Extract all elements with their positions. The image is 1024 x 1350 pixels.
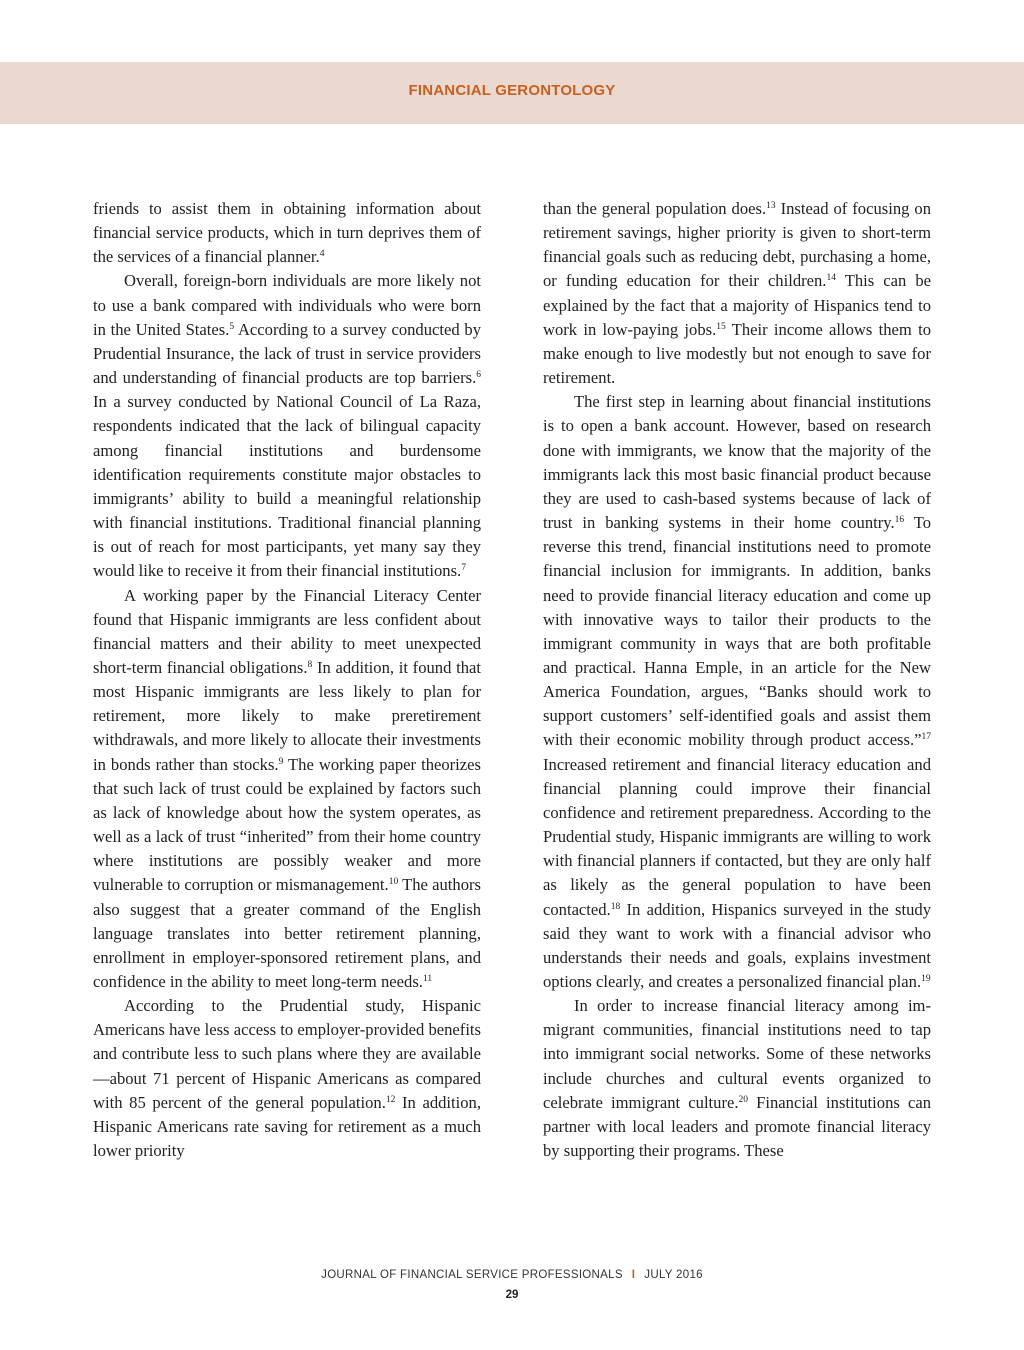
paragraph	[93, 994, 481, 1163]
footnote-ref: 4	[319, 249, 325, 260]
footnote-ref: 12	[385, 1094, 396, 1105]
footnote-ref: 19	[921, 974, 931, 984]
paragraph-text: The working paper theorizes that such lack of trust could be explained by factors such as lack of knowledge about how the system operates, as well as a lack of trust “inherited” from their home country where institutions are possibly weaker and more vulnerable to corruption or mismanagement.	[93, 754, 481, 895]
paragraph-text: The first step in learning about financial institutions is to open a bank account. However, based on research done with immigrants, we know that the majority of the immigrants lack this most basic financial product because they are used to cash-based systems because of lack of trust in banking systems in their home country.	[543, 392, 931, 533]
paragraph	[93, 584, 481, 995]
paragraph-text: According to a survey conducted by Prudential Insurance, the lack of trust in service providers and understanding of financial products are top barriers.	[93, 319, 482, 388]
footnote-ref: 9	[278, 756, 284, 767]
paragraph	[543, 390, 931, 994]
footnote-ref: 14	[826, 273, 836, 284]
journal-name: JOURNAL OF FINANCIAL SERVICE PROFESSIONALS	[321, 1269, 623, 1281]
page-number: 29	[505, 1289, 519, 1301]
footnote-ref: 13	[766, 201, 776, 211]
footnote-ref: 18	[610, 901, 621, 912]
paragraph-text: Financial institutions can partner with local leaders and promote financial literacy by supporting their programs. These	[543, 1092, 931, 1161]
paragraph-text: The authors also suggest that a greater command of the English language translates into better retirement planning, enrollment in employer-sponsored retirement plans, and confidence in the ability to meet long-term needs.	[93, 875, 481, 991]
right-column	[543, 197, 931, 1163]
running-header	[0, 62, 1024, 124]
footnote-ref: 6	[476, 370, 481, 381]
paragraph-text: This can be explained by the fact that a majority of Hispanics tend to work in low-paying jobs.	[543, 271, 931, 339]
footnote-ref: 15	[716, 321, 726, 332]
footnote-ref: 17	[921, 732, 931, 743]
footnote-ref: 5	[229, 321, 235, 332]
paragraph-text: In addition, Hispanic Americans rate saving for retirement as a much lower priority	[93, 1092, 482, 1161]
paragraph	[93, 269, 481, 583]
paragraph-text: According to the Prudential study, Hispanic Americans have less access to employer-provided benefits and contribute less to such plans where they are available—about 71 percent of Hispanic Americans as compared with 85 percent of the general population.	[93, 996, 481, 1112]
paragraph	[543, 197, 931, 390]
paragraph-text: friends to assist them in obtaining information about financial service products, which in turn deprives them of the services of a financial planner.	[93, 199, 481, 267]
footnote-ref: 7	[461, 563, 466, 574]
paragraph-text: In addition, Hispanics surveyed in the study said they want to work with a financial advisor who understands their needs and goals, explains investment options clearly, and creates a personalized financial plan.	[543, 899, 931, 991]
running-footer	[0, 1269, 1024, 1281]
issue-date: JULY 2016	[644, 1269, 703, 1281]
footnote-ref: 8	[307, 659, 313, 670]
footnote-ref: 20	[738, 1094, 749, 1105]
paragraph-text: In addition, it found that most Hispanic immigrants are less likely to plan for retirement, more likely to make preretirement withdrawals, and more likely to allocate their investments in bonds rather than stocks.	[93, 657, 481, 774]
paragraph-text: In order to increase financial literacy among immigrant communities, financial institutions need to tap into immigrant social networks. Some of these networks include churches and cultural events organized to celebrate immigrant culture.	[543, 996, 931, 1112]
section-title: FINANCIAL GERONTOLOGY	[408, 81, 616, 99]
footnote-ref: 11	[422, 974, 433, 984]
paragraph-text: Overall, foreign-born individuals are more likely not to use a bank compared with individuals who were born in the United States.	[93, 271, 481, 339]
paragraph-text: To reverse this trend, financial institutions need to promote financial inclusion for immigrants. In addition, banks need to provide financial literacy education and come up with innovative ways to tailor their products to the immigrant community in ways that are both profitable and practical. Hanna Emple, in an article for the New America Foundation, argues, “Banks should work to support customers’ self-identified goals and assist them with their economic mobility through product access.”	[543, 513, 931, 750]
paragraph	[93, 197, 481, 269]
paragraph	[543, 994, 931, 1163]
paragraph-text: In a survey conducted by National Council of La Raza, respondents indicated that the lack of bilingual capacity among financial institutions and burdensome identification requirements constitute major obstacles to immigrants’ ability to build a meaningful relationship with financial institutions. Traditional financial planning is out of reach for most participants, yet many say they would like to receive it from their financial institutions.	[93, 392, 481, 581]
paragraph-text: than the general population does.	[543, 199, 767, 218]
footnote-ref: 10	[388, 877, 399, 888]
paragraph-text: Their income allows them to make enough to live modestly but not enough to save for retirement.	[543, 319, 931, 388]
paragraph-text: Increased retirement and financial literacy education and financial planning could improve their financial confidence and retirement preparedness. According to the Prudential study, Hispanic immigrants are willing to work with financial planners if contacted, but they are only half as likely as the general population to have been contacted.	[543, 754, 931, 919]
footnote-ref: 16	[894, 515, 905, 526]
paragraph-text: Instead of focusing on retirement savings, higher priority is given to short-term financial goals such as reducing debt, purchasing a home, or funding education for their children.	[543, 199, 931, 291]
footer-separator: I	[631, 1269, 636, 1281]
left-column	[93, 197, 481, 1163]
paragraph-text: A working paper by the Financial Literacy Center found that Hispanic immigrants are less confident about financial matters and their ability to meet unexpected short-term financial obligations.	[93, 585, 481, 677]
